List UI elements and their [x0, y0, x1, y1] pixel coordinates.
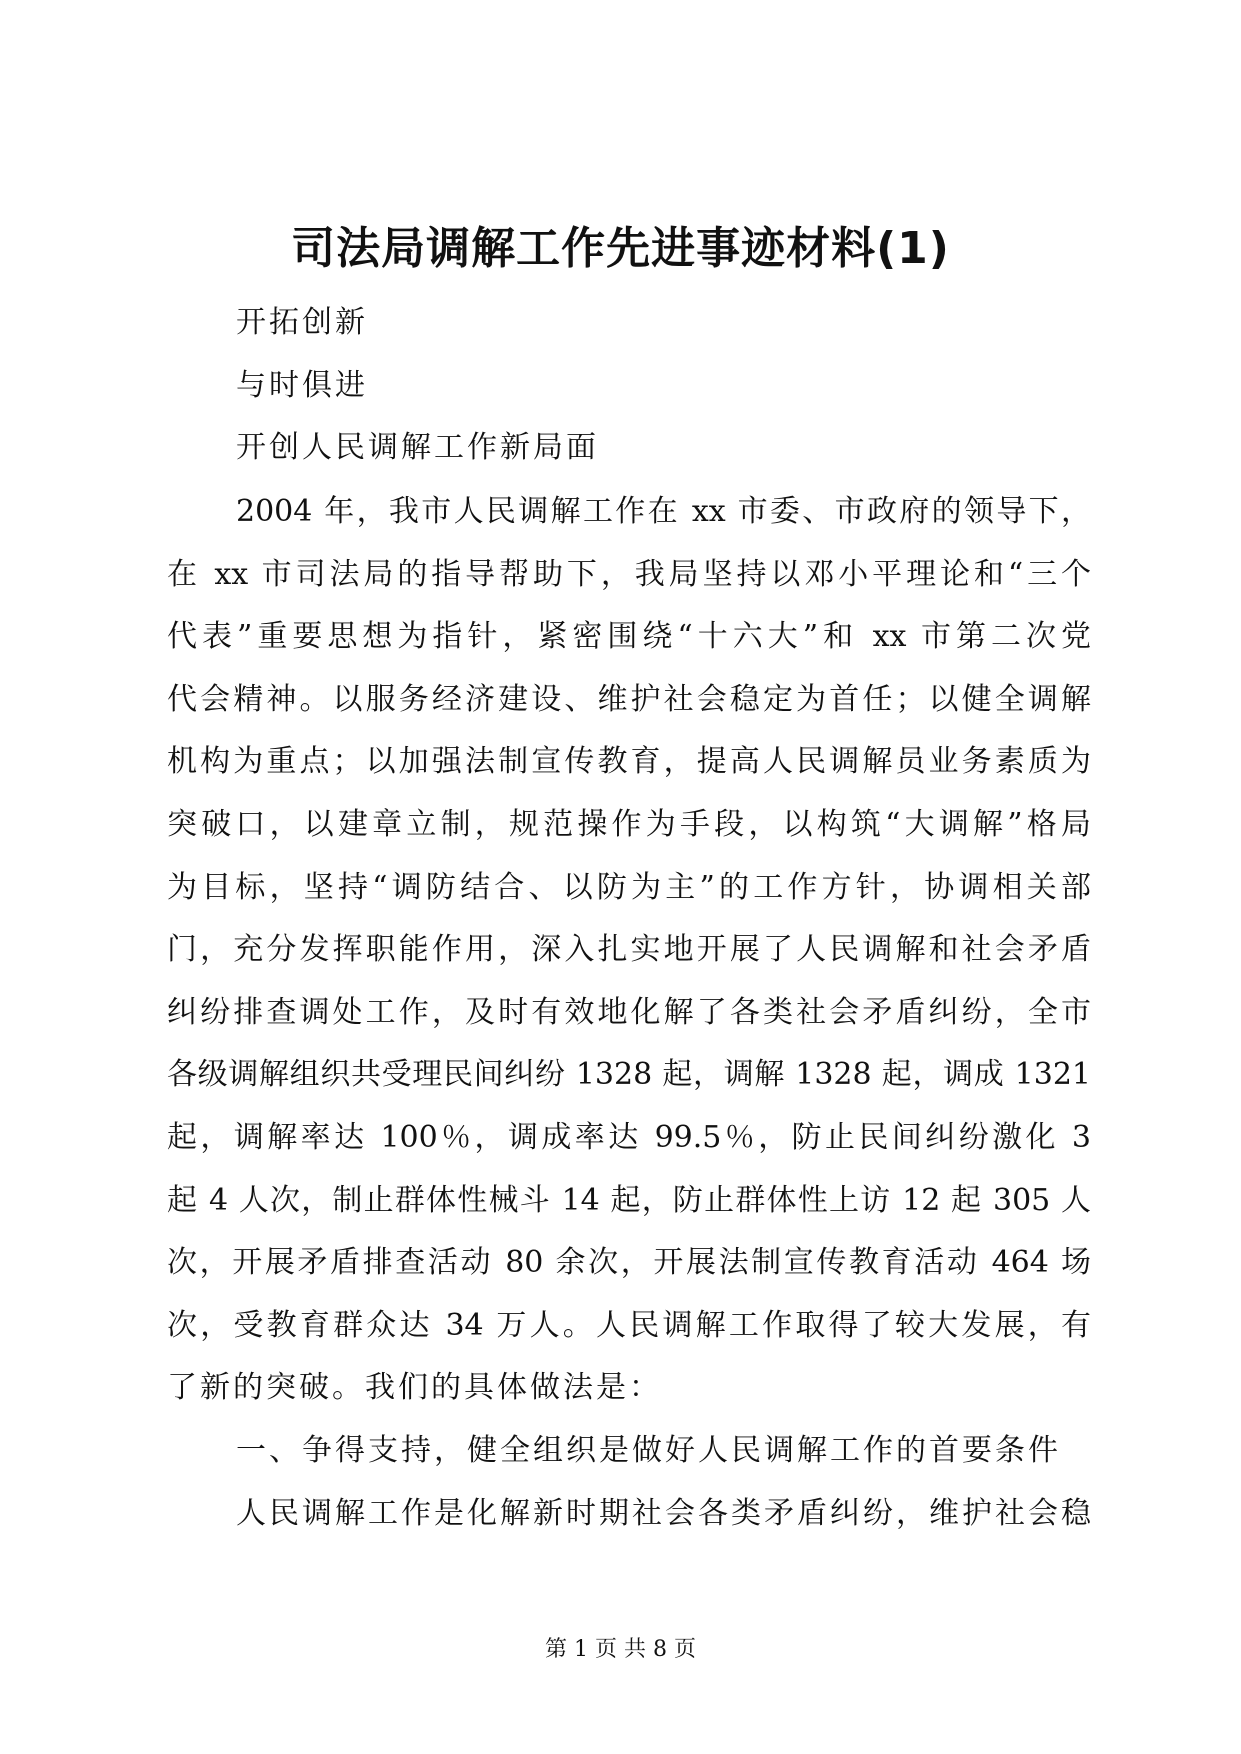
- body-line: 起 4 人次，制止群体性械斗 14 起，防止群体性上访 12 起 305 人: [167, 1182, 1091, 1218]
- subtitle-2: 与时俱进: [236, 368, 368, 403]
- document-title: 司法局调解工作先进事迹材料(1): [291, 223, 950, 274]
- body-line: 次，开展矛盾排查活动 80 余次，开展法制宣传教育活动 464 场: [167, 1245, 1091, 1281]
- body-line: 次，受教育群众达 34 万人。人民调解工作取得了较大发展，有: [167, 1307, 1091, 1343]
- body-line: 机构为重点；以加强法制宣传教育，提高人民调解员业务素质为: [167, 744, 1091, 780]
- body-line: 代会精神。以服务经济建设、维护社会稳定为首任；以健全调解: [167, 681, 1091, 717]
- body-line: 了新的突破。我们的具体做法是：: [167, 1370, 662, 1406]
- subtitle-1: 开拓创新: [236, 305, 368, 340]
- body-line: 2004 年，我市人民调解工作在 xx 市委、市政府的领导下，: [236, 494, 1091, 529]
- body-line: 起，调解率达 100％，调成率达 99.5％，防止民间纠纷激化 3: [167, 1120, 1091, 1155]
- body-line: 突破口，以建章立制，规范操作为手段，以构筑“大调解”格局: [167, 807, 1091, 842]
- subtitle-3: 开创人民调解工作新局面: [236, 430, 599, 465]
- body-line: 各级调解组织共受理民间纠纷 1328 起，调解 1328 起，调成 1321: [167, 1057, 1091, 1093]
- body-line: 纠纷排查调处工作，及时有效地化解了各类社会矛盾纠纷，全市: [167, 994, 1091, 1030]
- body-line: 在 xx 市司法局的指导帮助下，我局坚持以邓小平理论和“三个: [167, 556, 1091, 592]
- body-line: 门，充分发挥职能作用，深入扎实地开展了人民调解和社会矛盾: [167, 932, 1091, 968]
- body-line: 一、争得支持，健全组织是做好人民调解工作的首要条件: [236, 1433, 1061, 1468]
- body-line: 人民调解工作是化解新时期社会各类矛盾纠纷，维护社会稳: [236, 1495, 1091, 1531]
- page-footer: 第 1 页 共 8 页: [545, 1637, 696, 1662]
- body-line: 为目标，坚持“调防结合、以防为主”的工作方针，协调相关部: [167, 869, 1091, 905]
- body-line: 代表”重要思想为指针，紧密围绕“十六大”和 xx 市第二次党: [167, 619, 1091, 655]
